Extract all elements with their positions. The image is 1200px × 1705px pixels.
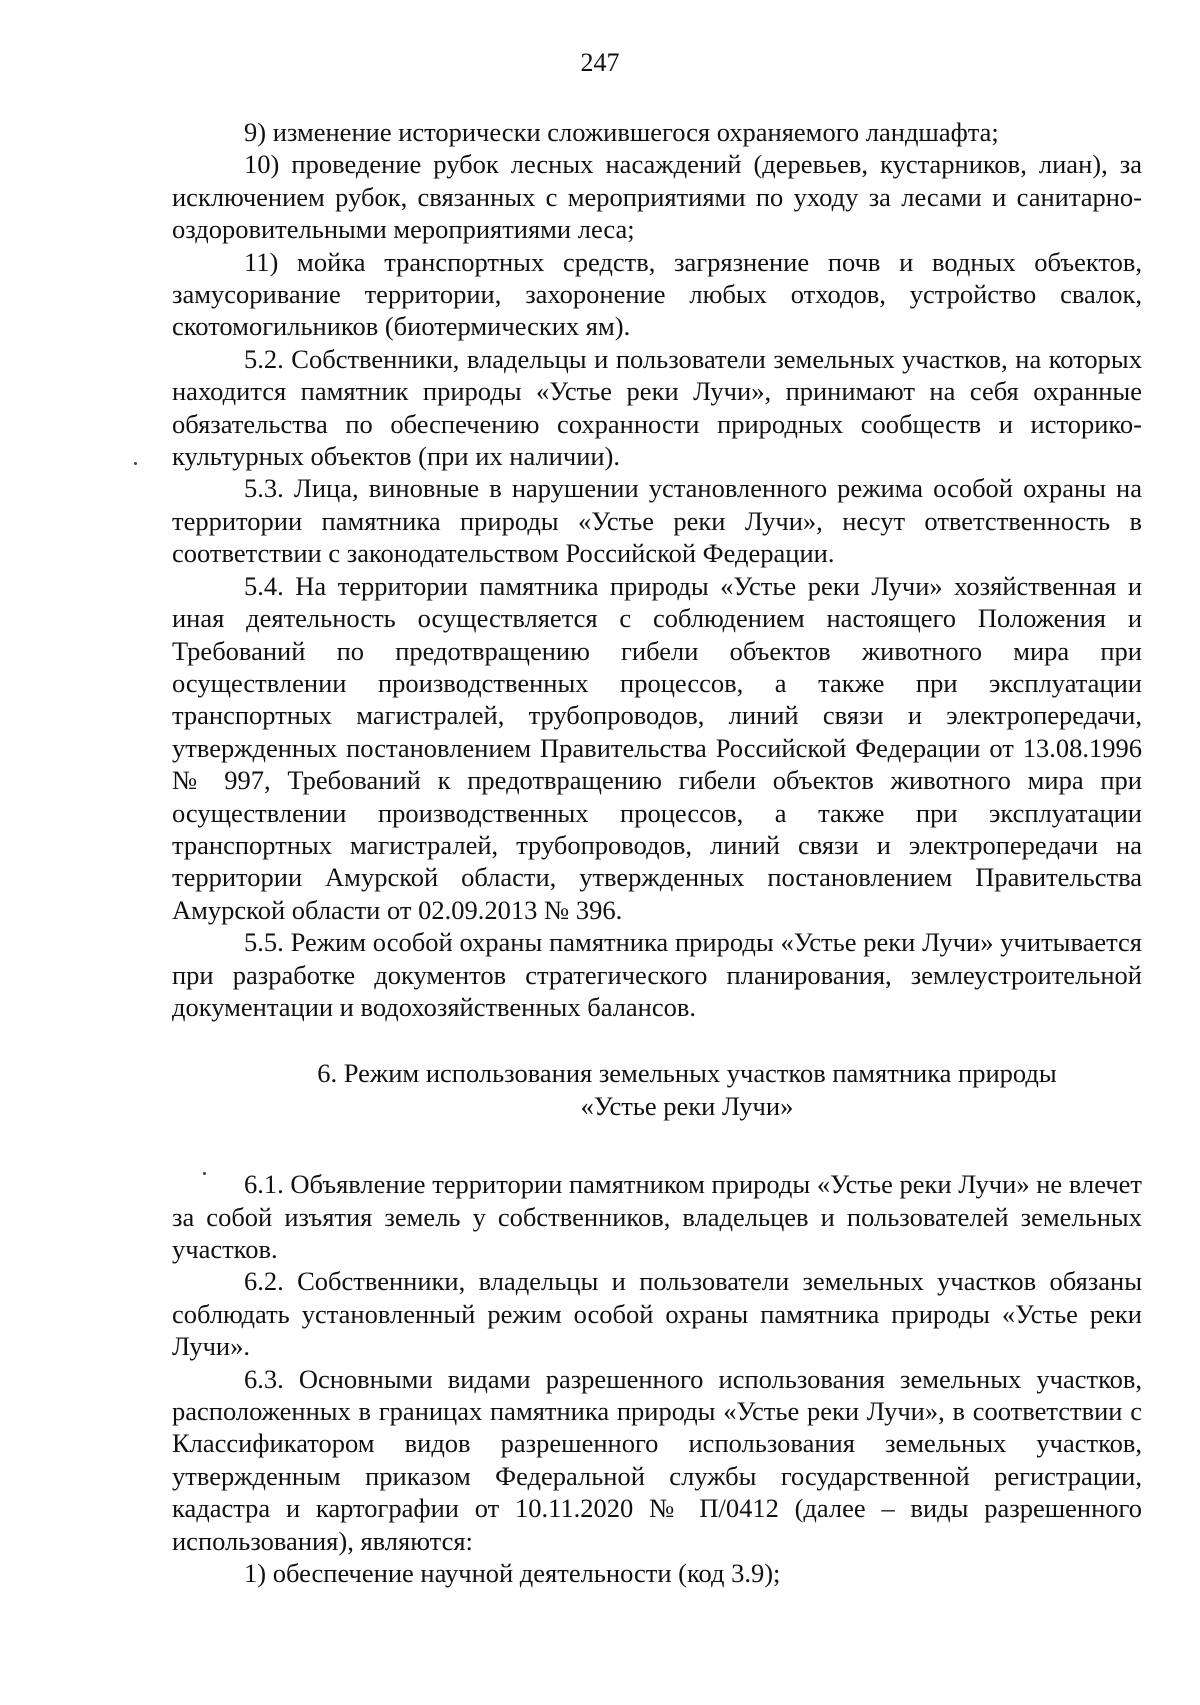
paragraph-item-11: 11) мойка транспортных средств, загрязнение почв и водных объектов, замусоривание территории, захоронение любых отходов, устройство свалок, скотомогильников (биотермических ям).: [172, 246, 1142, 342]
paragraph-6-2: 6.2. Собственники, владельцы и пользователи земельных участков обязаны соблюдать установленный режим особой охраны памятника природы «Устье реки Лучи».: [172, 1266, 1142, 1362]
paragraph-5-5: 5.5. Режим особой охраны памятника природы «Устье реки Лучи» учитывается при разработке документов стратегического планирования, землеустроительной документации и водохозяйственных балансов.: [172, 927, 1142, 1022]
heading-spacer: [172, 1122, 1142, 1168]
paragraph-5-3: 5.3. Лица, виновные в нарушении установленного режима особой охраны на территории памятника природы «Устье реки Лучи», несут ответственность в соответствии с законодательством Российской Федерации.: [172, 473, 1142, 569]
section-heading-line-1: 6. Режим использования земельных участков памятника природы: [317, 1058, 1057, 1089]
section-heading: [172, 1057, 1142, 1122]
scan-speck: [203, 1172, 206, 1175]
paragraph-5-2: 5.2. Собственники, владельцы и пользователи земельных участков, на которых находится памятник природы «Устье реки Лучи», принимают на себя охранные обязательства по обеспечению сохранности природных сообществ и историко-культурных объектов (при их наличии).: [172, 343, 1142, 472]
section-heading-line-2: «Устье реки Лучи»: [580, 1090, 794, 1121]
paragraph-6-1: 6.1. Объявление территории памятником природы «Устье реки Лучи» не влечет за собой изъятия земель у собственников, владельцев и пользователей земельных участков.: [172, 1169, 1142, 1264]
paragraph-item-9: 9) изменение исторически сложившегося охраняемого ландшафта;: [244, 117, 999, 147]
paragraph-5-4: 5.4. На территории памятника природы «Устье реки Лучи» хозяйственная и иная деятельность осуществляется с соблюдением настоящего Положения и Требований по предотвращению гибели объектов животного мира при осуществлении производственных процессов, а также при эксплуатации транспортных магистралей, трубопроводов, линий связи и электропередачи, утвержденных постановлением Правительства Российской Федерации от 13.08.1996 № 997, Требований к предотвращению гибели объектов животного мира при осуществлении производственных процессов, а также при эксплуатации транспортных магистралей, трубопроводов, линий связи и электропередачи на территории Амурской области, утвержденных постановлением Правительства Амурской области от 02.09.2013 № 396.: [172, 570, 1142, 925]
scan-speck: [134, 462, 137, 465]
page-number: 247: [580, 48, 620, 77]
paragraph-list-item-1: 1) обеспечение научной деятельности (код 3.9);: [244, 1558, 781, 1589]
document-body: [172, 116, 1142, 1589]
paragraph-6-3: 6.3. Основными видами разрешенного использования земельных участков, расположенных в границах памятника природы «Устье реки Лучи», в соответствии с Классификатором видов разрешенного использования земельных участков, утвержденным приказом Федеральной службы государственной регистрации, кадастра и картографии от 10.11.2020 № П/0412 (далее – виды разрешенного использования), являются:: [172, 1363, 1142, 1556]
paragraph-item-10: 10) проведение рубок лесных насаждений (деревьев, кустарников, лиан), за исключением рубок, связанных с мероприятиями по уходу за лесами и санитарно-оздоровительными мероприятиями леса;: [172, 149, 1142, 245]
